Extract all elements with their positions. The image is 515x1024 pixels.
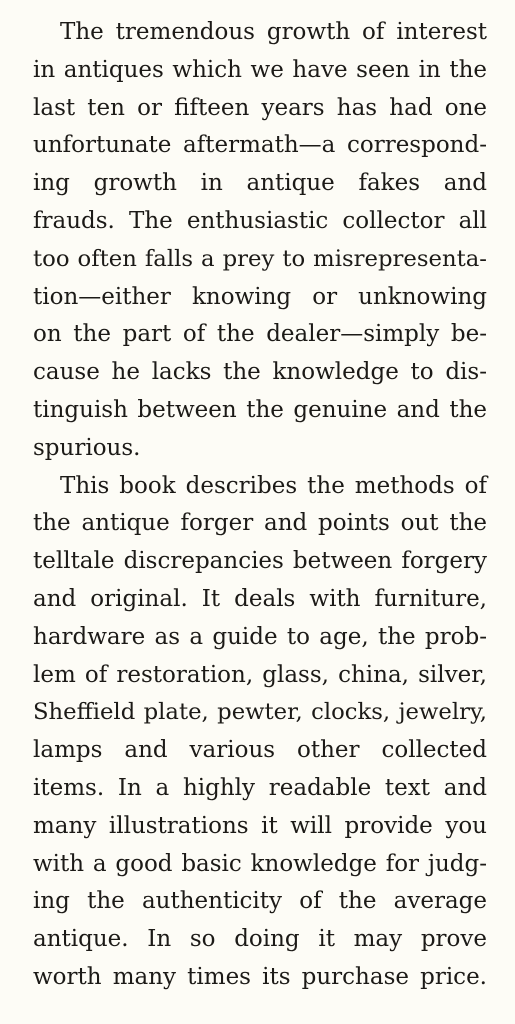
text-line: the antique forger and points out the (33, 510, 487, 537)
text-line: ing growth in antique fakes and (33, 170, 487, 197)
text-line: tion—either knowing or unknowing (33, 283, 487, 310)
text-line: antique. In so doing it may prove (33, 926, 487, 953)
text-line: tinguish between the genuine and the (33, 396, 487, 423)
text-line: too often falls a prey to misrepresenta- (33, 245, 487, 272)
text-line: many illustrations it will provide you (33, 812, 487, 839)
text-line: frauds. The enthusiastic collector all (33, 207, 487, 234)
text-line: This book describes the methods of (60, 472, 487, 499)
text-line: unfortunate aftermath—a correspond- (33, 132, 487, 159)
text-line: spurious. (33, 434, 141, 461)
text-line: telltale discrepancies between forgery (33, 548, 487, 575)
text-line: items. In a highly readable text and (33, 774, 487, 801)
text-line: lem of restoration, glass, china, silver, (33, 661, 487, 688)
text-line: worth many times its purchase price. (33, 963, 487, 990)
text-line: and original. It deals with furniture, (33, 585, 487, 612)
text-line: last ten or fifteen years has had one (33, 94, 487, 121)
paragraph-2 (33, 468, 487, 997)
paragraph-1 (33, 14, 487, 468)
text-line: with a good basic knowledge for judg- (33, 850, 487, 877)
text-line: cause he lacks the knowledge to dis- (33, 359, 487, 386)
text-line: lamps and various other collected (33, 737, 487, 764)
text-line: in antiques which we have seen in the (33, 56, 487, 83)
text-line: The tremendous growth of interest (60, 19, 487, 45)
text-line: on the part of the dealer—simply be- (33, 321, 487, 348)
text-line: ing the authenticity of the average (33, 888, 487, 915)
text-line: Sheffield plate, pewter, clocks, jewelry, (33, 699, 487, 726)
text-line: hardware as a guide to age, the prob- (33, 623, 487, 650)
